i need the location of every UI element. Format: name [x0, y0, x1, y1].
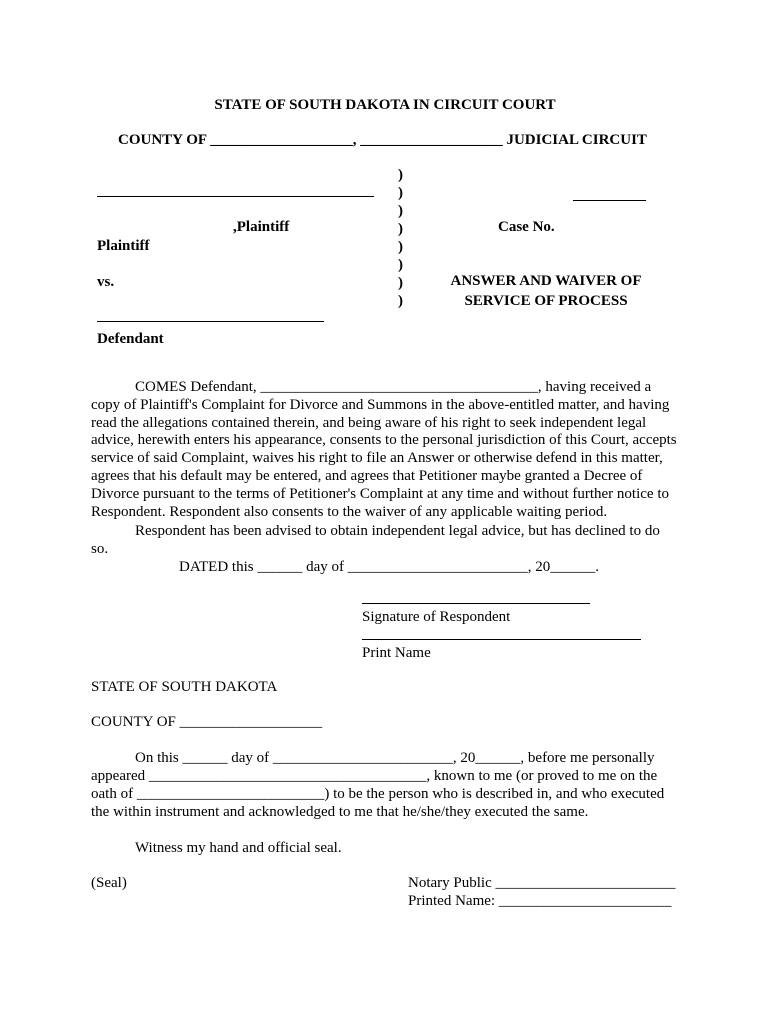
bracket: ) [398, 239, 403, 255]
signature-label: Signature of Respondent [362, 609, 511, 625]
print-name-blank[interactable] [362, 639, 641, 640]
bracket: ) [398, 221, 403, 237]
vs-label: vs. [97, 274, 115, 290]
plaintiff-label: Plaintiff [97, 238, 150, 254]
document-title-line2: SERVICE OF PROCESS [464, 293, 628, 309]
advice-paragraph-line2: so. [91, 541, 109, 557]
answer-paragraph [91, 379, 681, 521]
printed-name-line[interactable]: Printed Name: _______________________ [408, 893, 672, 909]
notary-state-label: STATE OF SOUTH DAKOTA [91, 679, 278, 695]
plaintiff-name-blank[interactable] [97, 196, 374, 197]
county-circuit-line[interactable]: COUNTY OF ___________________, ___________________ JUDICIAL CIRCUIT [118, 132, 647, 148]
bracket: ) [398, 185, 403, 201]
advice-paragraph-line1: Respondent has been advised to obtain independent legal advice, but has declined to do [135, 523, 660, 539]
bracket: ) [398, 257, 403, 273]
acknowledgment-line3[interactable]: oath of _________________________) to be the person who is described in, and who executed [91, 786, 665, 802]
answer-paragraph-text: COMES Defendant, _____________________________________, having received a copy of Plaintiff's Complaint for Divorce and Summons in the above-entitled matter, and having read the allegations contained therein, and being aware of his right to seek independent legal advice, herewith enters his appearance, consents to the personal jurisdiction of this Court, accepts service of said Complaint, waives his right to file an Answer or otherwise defend in this matter, agrees that his default may be entered, and agrees that Petitioner maybe granted a Decree of Divorce pursuant to the terms of Petitioner's Complaint at any time and without further notice to Respondent. Respondent also consents to the waiver of any applicable waiting period. [91, 379, 677, 520]
case-number-blank[interactable] [573, 200, 646, 201]
defendant-name-blank[interactable] [97, 321, 324, 322]
acknowledgment-line4: the within instrument and acknowledged to me that he/she/they executed the same. [91, 804, 589, 820]
bracket: ) [398, 293, 403, 309]
seal-label: (Seal) [91, 875, 127, 891]
dated-line[interactable]: DATED this ______ day of ________________________, 20______. [179, 559, 599, 575]
defendant-label: Defendant [97, 331, 164, 347]
acknowledgment-line2[interactable]: appeared _____________________________________, known to me (or proved to me on the [91, 768, 658, 784]
print-name-label: Print Name [362, 645, 431, 661]
case-no-label: Case No. [498, 219, 555, 235]
notary-county-line[interactable]: COUNTY OF ___________________ [91, 714, 323, 730]
document-title-line1: ANSWER AND WAIVER OF [450, 273, 642, 289]
bracket: ) [398, 203, 403, 219]
notary-public-line[interactable]: Notary Public ________________________ [408, 875, 676, 891]
signature-blank[interactable] [362, 603, 590, 604]
bracket: ) [398, 275, 403, 291]
court-title: STATE OF SOUTH DAKOTA IN CIRCUIT COURT [214, 97, 556, 113]
witness-line: Witness my hand and official seal. [135, 840, 342, 856]
acknowledgment-line1[interactable]: On this ______ day of ________________________, 20______, before me personally [135, 750, 655, 766]
bracket: ) [398, 167, 403, 183]
plaintiff-comma-label: ,Plaintiff [233, 219, 290, 235]
